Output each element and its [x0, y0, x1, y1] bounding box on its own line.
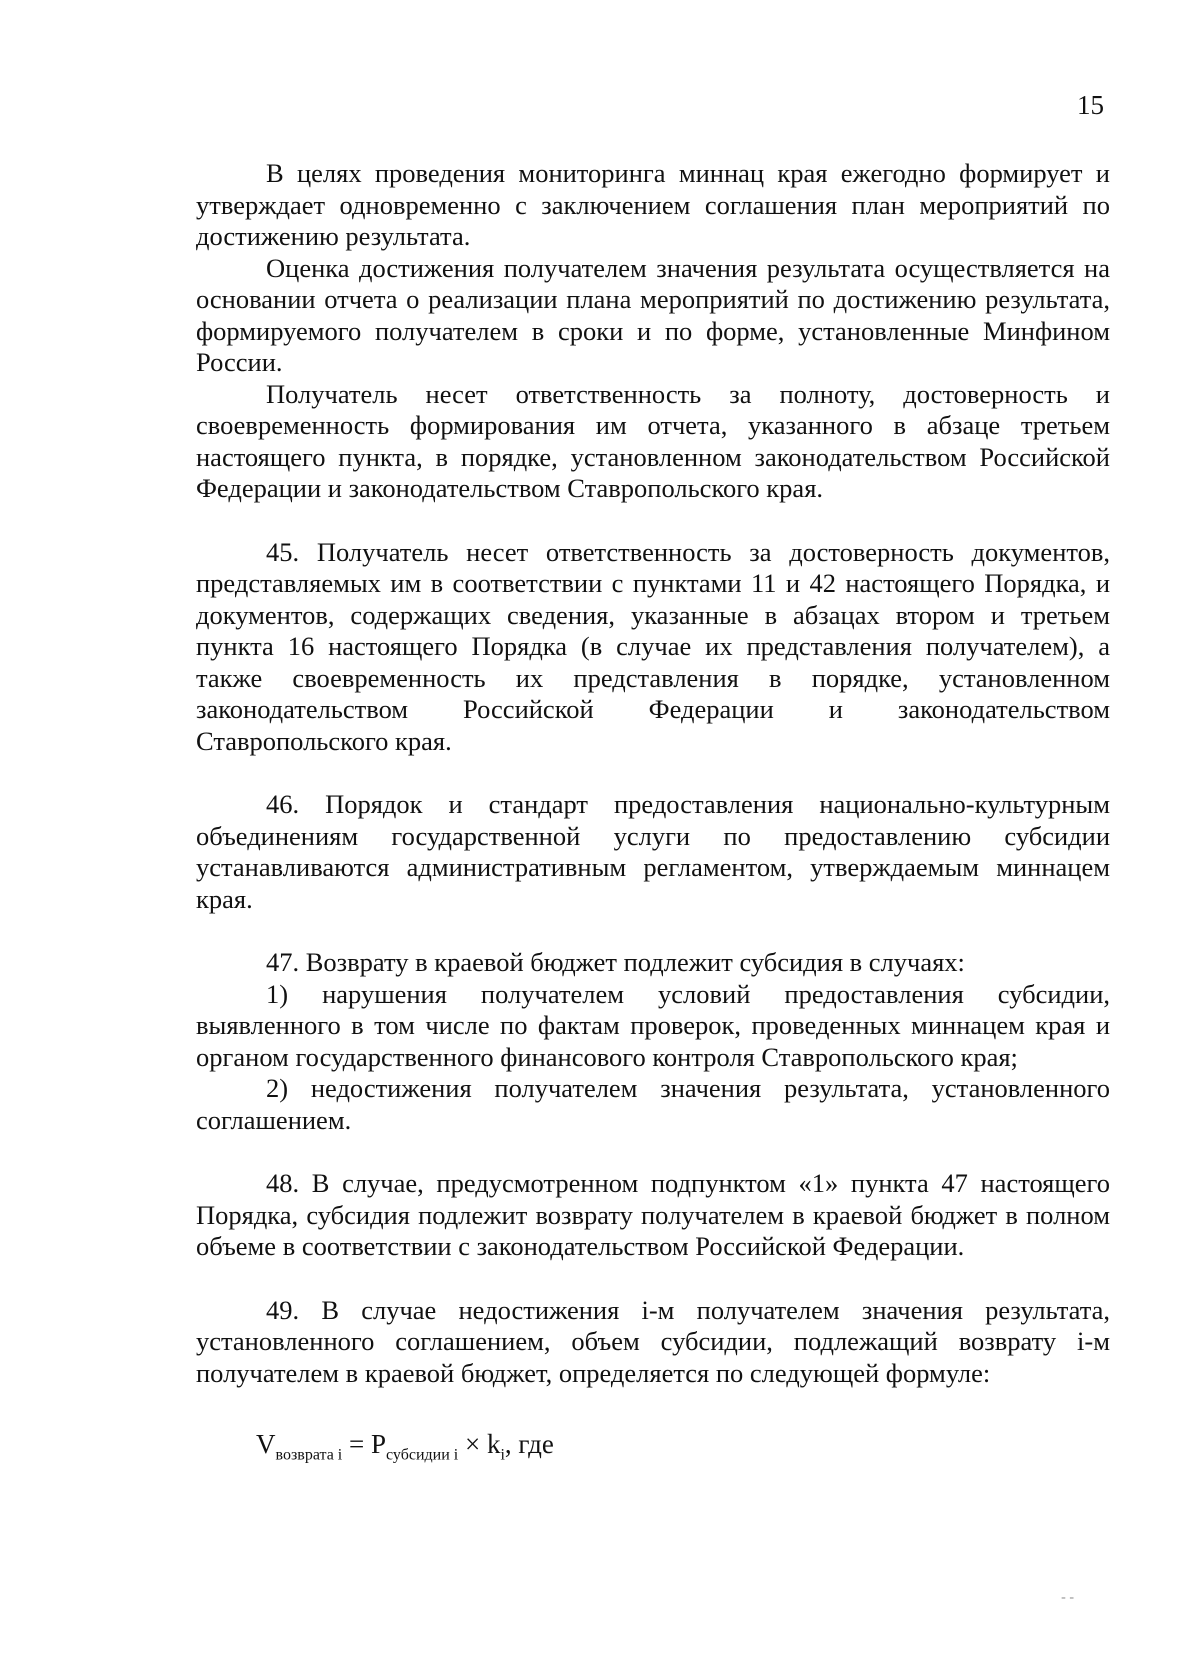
- paragraph-item-47-subitem-2: 2) недостижения получателем значения результата, установленного соглашением.: [196, 1073, 1110, 1135]
- refund-formula: [196, 1427, 1110, 1464]
- paragraph-monitoring-plan: В целях проведения мониторинга миннац края ежегодно формирует и утверждает одновременно с заключением соглашения план мероприятий по достижению результата.: [196, 158, 1110, 251]
- paragraph-result-evaluation: Оценка достижения получателем значения результата осуществляется на основании отчета о реализации плана мероприятий по достижению результата, формируемого получателем в сроки и по форме, установленные Минфином России.: [196, 252, 1110, 377]
- formula-suffix: , где: [504, 1429, 554, 1459]
- page-number: 15: [1077, 90, 1104, 120]
- formula-p-subscript: субсидии i: [386, 1446, 459, 1464]
- paragraph-item-46: 46. Порядок и стандарт предоставления национально-культурным объединениям государственной услуги по предоставлению субсидии устанавливаются административным регламентом, утверждаемым миннацем края.: [196, 789, 1110, 914]
- paragraph-item-47: 47. Возврату в краевой бюджет подлежит субсидия в случаях:: [266, 947, 965, 977]
- section-spacer: [196, 1389, 1110, 1415]
- section-spacer: [196, 915, 1110, 947]
- paragraph-item-49: 49. В случае недостижения i-м получателем значения результата, установленного соглашением, объем субсидии, подлежащий возврату i-м получателем в краевой бюджет, определяется по следующей формуле:: [196, 1294, 1110, 1388]
- formula-p-symbol: P: [370, 1429, 387, 1459]
- section-spacer: [196, 1136, 1110, 1168]
- formula-v-symbol: V: [256, 1429, 276, 1459]
- formula-k-subscript: i: [500, 1446, 505, 1464]
- paragraph-item-45: 45. Получатель несет ответственность за достоверность документов, представляемых им в соответствии с пунктами 11 и 42 настоящего Порядка, и документов, содержащих сведения, указанные в абзацах втором и третьем пункта 16 настоящего Порядка (в случае их представления получателем), а также своевременность их представления в порядке, установленном законодательством Российской Федерации и законодательством Ставропольского края.: [196, 536, 1110, 756]
- formula-equals: =: [342, 1429, 371, 1459]
- formula-times: ×: [458, 1429, 487, 1459]
- formula-k-symbol: k: [486, 1429, 501, 1459]
- formula-v-subscript: возврата i: [275, 1446, 343, 1464]
- section-spacer: [196, 1263, 1110, 1295]
- paragraph-recipient-responsibility-report: Получатель несет ответственность за полноту, достоверность и своевременность формирования им отчета, указанного в абзаце третьем настоящего пункта, в порядке, установленном законодательством Российской Федерации и законодательством Ставропольского края.: [196, 378, 1110, 503]
- document-body: [196, 158, 1110, 1464]
- paragraph-item-48: 48. В случае, предусмотренном подпунктом «1» пункта 47 настоящего Порядка, субсидия подлежит возврату получателем в краевой бюджет в полном объеме в соответствии с законодательством Российской Федерации.: [196, 1168, 1110, 1261]
- paragraph-item-47-subitem-1: 1) нарушения получателем условий предоставления субсидии, выявленного в том числе по фактам проверок, проведенных миннацем края и органом государственного финансового контроля Ставропольского края;: [196, 978, 1110, 1072]
- section-spacer: [196, 757, 1110, 789]
- section-spacer: [196, 505, 1110, 537]
- scan-mark: - -: [1061, 1590, 1074, 1605]
